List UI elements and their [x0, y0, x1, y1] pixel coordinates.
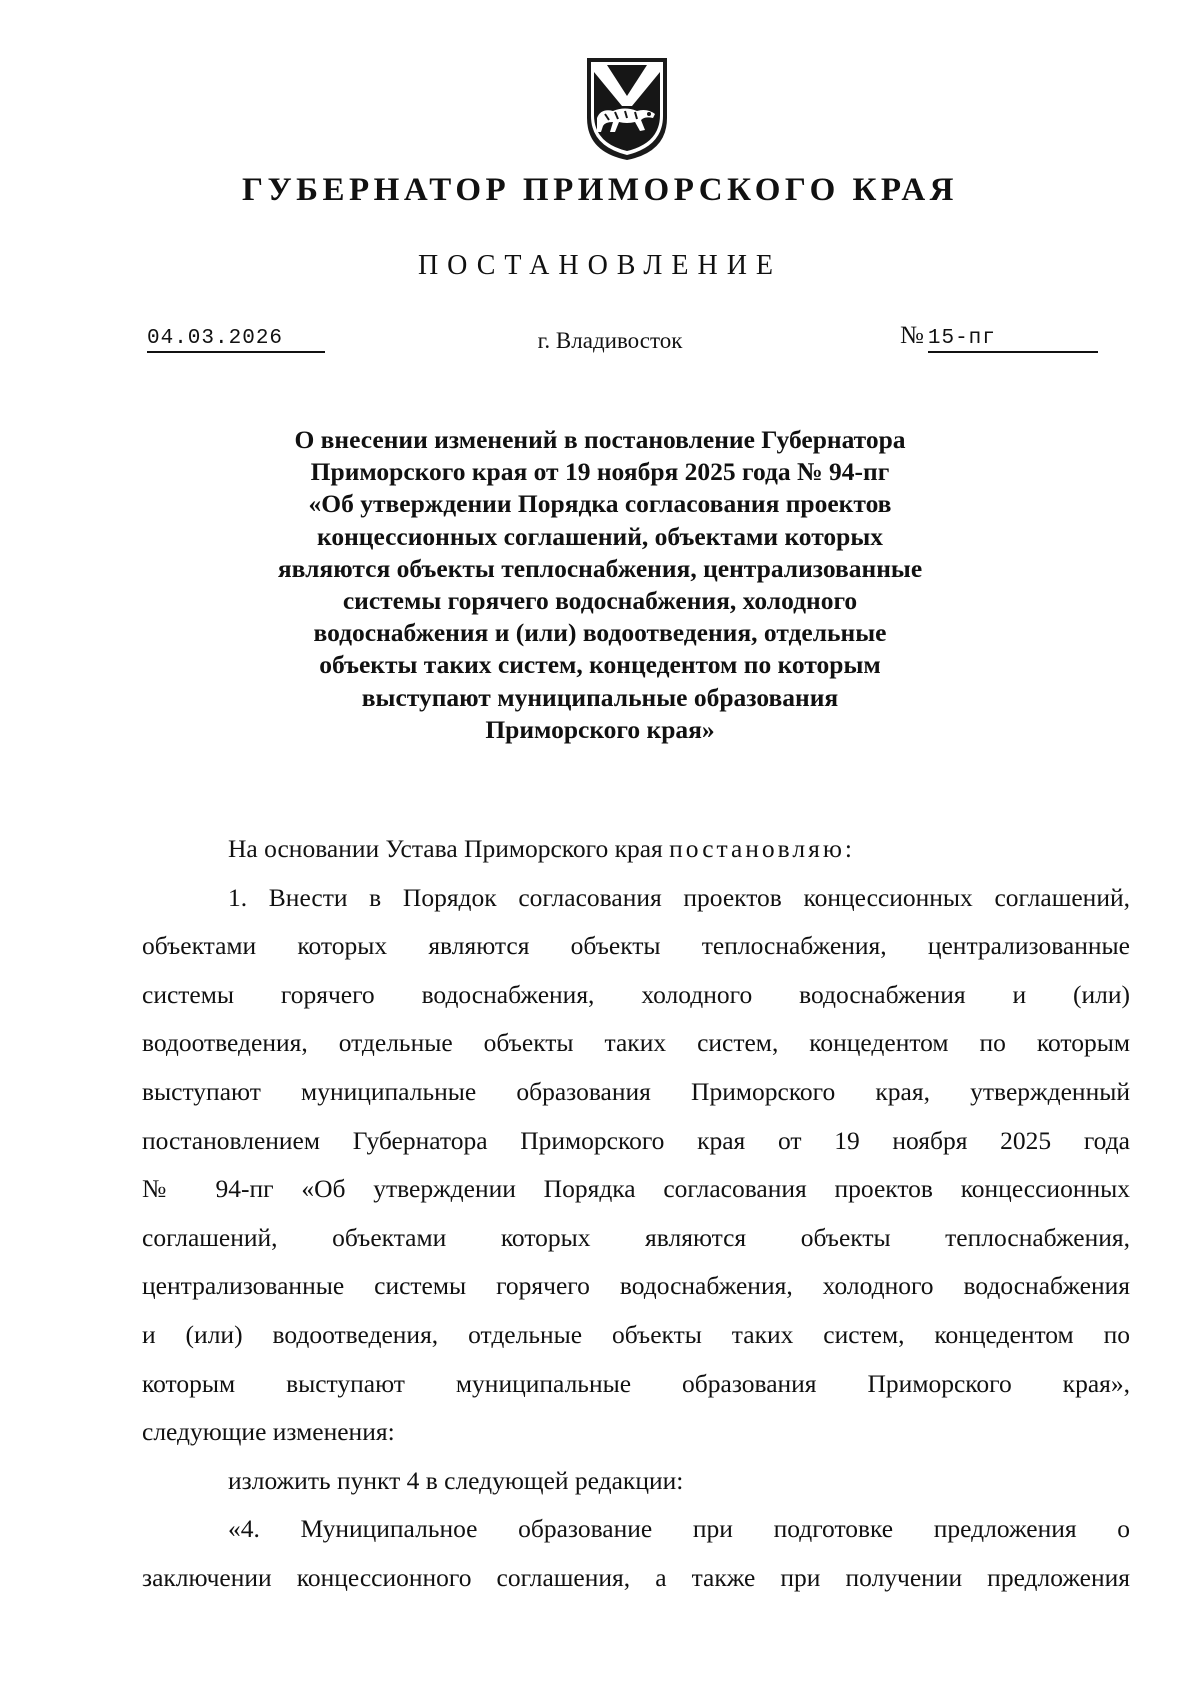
paragraph-2	[142, 1457, 1130, 1506]
paragraph-line: системы горячего водоснабжения, холодного водоснабжения и (или)	[142, 979, 1130, 1009]
paragraph-line: № 94-пг «Об утверждении Порядка согласования проектов концессионных	[142, 1174, 1130, 1204]
title-line: водоснабжения и (или) водоотведения, отдельные	[313, 618, 887, 648]
paragraph-1	[142, 874, 1130, 1457]
paragraph-line: и (или) водоотведения, отдельные объекты таких систем, концедентом по	[142, 1319, 1130, 1349]
title-line: системы горячего водоснабжения, холодного	[342, 586, 858, 616]
paragraph-line: следующие изменения:	[142, 1417, 395, 1447]
preamble-line	[142, 825, 1130, 874]
paragraph-line: соглашений, объектами которых являются объекты теплоснабжения,	[142, 1222, 1130, 1252]
title-line: О внесении изменений в постановление Губернатора	[294, 425, 906, 454]
document-number	[900, 322, 1105, 353]
paragraph-line: выступают муниципальные образования Приморского края, утвержденный	[142, 1076, 1130, 1106]
title-line: концессионных соглашений, объектами которых	[316, 521, 884, 551]
document-body	[142, 825, 1130, 1603]
title-line: «Об утверждении Порядка согласования проектов	[308, 489, 892, 519]
title-line: Приморского края»	[485, 714, 715, 744]
preamble-text: На основании Устава Приморского края	[228, 834, 663, 863]
document-date: 04.03.2026	[147, 327, 325, 353]
number-value: 15-пг	[928, 327, 1098, 353]
title-line: выступают муниципальные образования	[361, 682, 839, 712]
paragraph-line: водоотведения, отдельные объекты таких систем, концедентом по которым	[142, 1028, 1130, 1058]
paragraph-line: 1. Внести в Порядок согласования проектов концессионных соглашений,	[228, 882, 1130, 912]
issuing-authority: ГУБЕРНАТОР ПРИМОРСКОГО КРАЯ	[241, 172, 959, 208]
paragraph-line: «4. Муниципальное образование при подготовке предложения о	[228, 1514, 1130, 1544]
paragraph-line: объектами которых являются объекты теплоснабжения, централизованные	[142, 931, 1130, 961]
paragraph-line: постановлением Губернатора Приморского края от 19 ноября 2025 года	[142, 1125, 1130, 1155]
preamble-paragraph	[142, 825, 1130, 874]
document-city: г. Владивосток	[537, 328, 683, 353]
primorsky-krai-coat-of-arms-icon	[585, 56, 669, 162]
title-line: Приморского края от 19 ноября 2025 года № 94-пг	[310, 457, 890, 487]
paragraph-line: которым выступают муниципальные образования Приморского края»,	[142, 1368, 1130, 1398]
document-type: ПОСТАНОВЛЕНИЕ	[417, 250, 783, 281]
preamble-keyword: постановляю:	[669, 834, 855, 863]
title-line: объекты таких систем, концедентом по которым	[319, 650, 881, 680]
paragraph-3	[142, 1505, 1130, 1602]
paragraph-line: изложить пункт 4 в следующей редакции:	[228, 1465, 684, 1495]
paragraph-line: централизованные системы горячего водоснабжения, холодного водоснабжения	[142, 1271, 1130, 1301]
number-sign: №	[900, 322, 924, 349]
document-title	[200, 424, 1000, 746]
title-line: являются объекты теплоснабжения, централизованные	[277, 553, 923, 583]
paragraph-line: заключении концессионного соглашения, а также при получении предложения	[142, 1562, 1130, 1592]
